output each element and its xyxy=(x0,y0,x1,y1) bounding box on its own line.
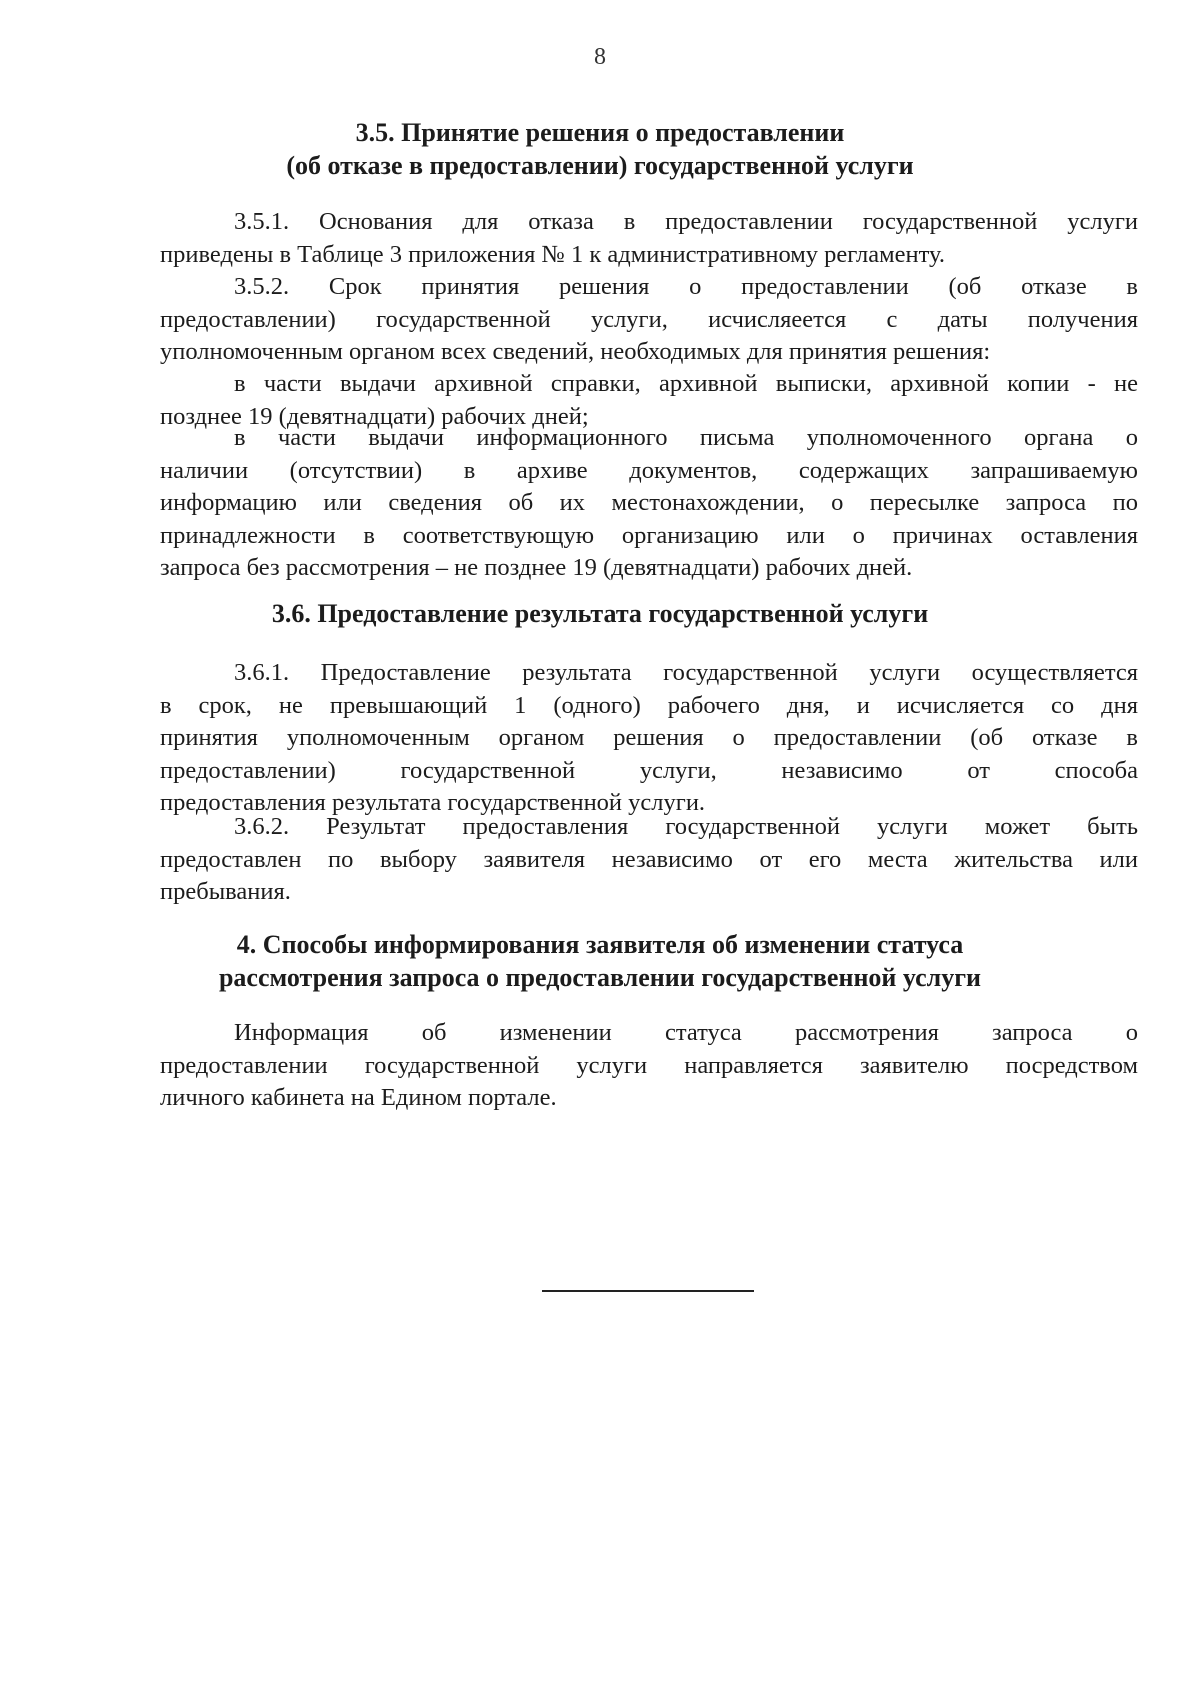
text-line: предоставления результата государственной услуги. xyxy=(160,789,706,816)
end-rule xyxy=(542,1290,754,1292)
text-line: в части выдачи информационного письма уполномоченного органа о xyxy=(234,424,1138,451)
paragraph-3-5-2 xyxy=(160,271,1138,369)
text-line: уполномоченным органом всех сведений, необходимых для принятия решения: xyxy=(160,338,991,365)
text-line: информацию или сведения об их местонахождении, о пересылке запроса по xyxy=(160,489,1138,516)
text-line: запроса без рассмотрения – не позднее 19 (девятнадцати) рабочих дней. xyxy=(160,554,913,581)
heading-line: 4. Способы информирования заявителя об изменении статуса xyxy=(236,930,964,959)
paragraph-3-6-2 xyxy=(160,811,1138,909)
heading-line: рассмотрения запроса о предоставлении государственной услуги xyxy=(218,963,982,992)
text-line: пребывания. xyxy=(160,878,291,905)
text-line: предоставлении государственной услуги направляется заявителю посредством xyxy=(160,1051,1138,1079)
paragraph-section-4 xyxy=(160,1017,1138,1115)
text-line: предоставлении) государственной услуги, независимо от способа xyxy=(160,756,1138,784)
text-line: 3.6.1. Предоставление результата государственной услуги осуществляется xyxy=(234,659,1138,686)
text-line: в части выдачи архивной справки, архивной выписки, архивной копии - не xyxy=(234,370,1138,397)
text-line: наличии (отсутствии) в архиве документов, содержащих запрашиваемую xyxy=(160,456,1138,484)
paragraph-3-6-1 xyxy=(160,657,1138,820)
paragraph-3-5-1 xyxy=(160,206,1138,271)
text-line: принадлежности в соответствующую организацию или о причинах оставления xyxy=(160,521,1138,549)
heading-line: (об отказе в предоставлении) государственной услуги xyxy=(286,151,914,180)
page-number: 8 xyxy=(594,44,606,70)
section-4-heading xyxy=(0,928,1200,994)
text-line: предоставлении) государственной услуги, исчисляеется с даты получения xyxy=(160,305,1138,333)
text-line: в срок, не превышающий 1 (одного) рабочего дня, и исчисляется со дня xyxy=(160,691,1138,719)
heading-line: 3.5. Принятие решения о предоставлении xyxy=(355,118,845,147)
heading-line: 3.6. Предоставление результата государственной услуги xyxy=(271,599,929,628)
text-line: позднее 19 (девятнадцати) рабочих дней; xyxy=(160,402,589,430)
section-3-5-heading xyxy=(0,116,1200,182)
section-3-6-heading xyxy=(0,597,1200,630)
text-line: Информация об изменении статуса рассмотрения запроса о xyxy=(234,1019,1138,1046)
text-line: принятия уполномоченным органом решения о предоставлении (об отказе в xyxy=(160,724,1138,751)
text-line: предоставлен по выбору заявителя независимо от его места жительства или xyxy=(160,845,1138,873)
text-line: 3.6.2. Результат предоставления государственной услуги может быть xyxy=(234,813,1138,840)
text-line: личного кабинета на Едином портале. xyxy=(160,1084,557,1111)
text-line: 3.5.1. Основания для отказа в предоставлении государственной услуги xyxy=(234,208,1138,235)
text-line: 3.5.2. Срок принятия решения о предоставлении (об отказе в xyxy=(234,273,1138,300)
text-line: приведены в Таблице 3 приложения № 1 к административному регламенту. xyxy=(160,240,945,268)
paragraph-information-letter xyxy=(160,422,1138,585)
